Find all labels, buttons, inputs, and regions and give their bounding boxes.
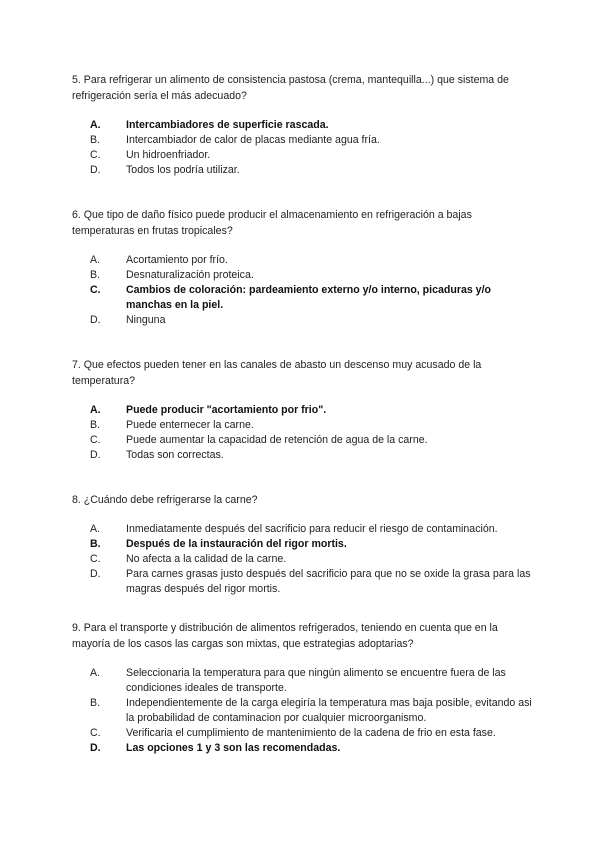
option-letter: C. [90,434,101,446]
option-a [90,666,532,696]
option-a [90,253,532,268]
option-text: Seleccionaria la temperatura para que ningún alimento se encuentre fuera de las condiciones ideales de transporte. [126,667,506,694]
option-letter: D. [90,742,101,754]
option-letter: A. [90,119,101,131]
option-letter: D. [90,568,101,580]
option-letter: B. [90,134,101,146]
option-text: Después de la instauración del rigor mortis. [126,538,347,550]
option-b [90,133,532,148]
option-d [90,313,532,328]
option-list [72,118,532,178]
option-list [72,253,532,328]
option-text: Puede enternecer la carne. [126,419,254,431]
option-d [90,448,532,463]
option-d [90,567,532,597]
option-letter: D. [90,449,101,461]
option-list [72,522,532,597]
option-b [90,696,532,726]
option-letter: C. [90,727,101,739]
question-9 [72,620,532,756]
option-letter: D. [90,314,101,326]
option-text: Puede aumentar la capacidad de retención de agua de la carne. [126,434,428,446]
question-8 [72,492,532,597]
question-6 [72,207,532,328]
option-c [90,726,532,741]
option-c [90,433,532,448]
option-text: Desnaturalización proteica. [126,269,254,281]
option-text: Todas son correctas. [126,449,224,461]
question-text: 8. ¿Cuándo debe refrigerarse la carne? [72,494,258,506]
option-letter: B. [90,419,101,431]
question-5 [72,72,532,178]
option-text: Verificaria el cumplimiento de mantenimiento de la cadena de frio en esta fase. [126,727,496,739]
option-text: Independientemente de la carga elegiría la temperatura mas baja posible, evitando asi la probabilidad de contaminacion por cualquier microorganismo. [126,697,532,724]
option-b [90,418,532,433]
option-text: Ninguna [126,314,166,326]
question-text: 7. Que efectos pueden tener en las canales de abasto un descenso muy acusado de la temperatura? [72,359,482,387]
question-text: 9. Para el transporte y distribución de alimentos refrigerados, teniendo en cuenta que en la mayoría de los casos las cargas son mixtas, que estrategias adoptarias? [72,622,498,650]
option-text: Para carnes grasas justo después del sacrificio para que no se oxide la grasa para las magras después del rigor mortis. [126,568,531,595]
option-b [90,268,532,283]
option-c [90,148,532,163]
option-c [90,283,532,313]
question-7 [72,357,532,463]
option-text: Las opciones 1 y 3 son las recomendadas. [126,742,341,754]
option-d [90,741,532,756]
option-letter: C. [90,149,101,161]
option-a [90,403,532,418]
option-letter: B. [90,538,101,550]
option-letter: C. [90,284,101,296]
option-letter: C. [90,553,101,565]
option-c [90,552,532,567]
option-b [90,537,532,552]
option-letter: A. [90,523,101,535]
option-text: Acortamiento por frío. [126,254,228,266]
question-text: 5. Para refrigerar un alimento de consistencia pastosa (crema, mantequilla...) que sistema de refrigeración sería el más adecuado? [72,74,509,102]
option-a [90,522,532,537]
option-text: Puede producir "acortamiento por frio". [126,404,327,416]
option-a [90,118,532,133]
option-letter: B. [90,697,101,709]
question-text: 6. Que tipo de daño físico puede producir el almacenamiento en refrigeración a bajas temperaturas en frutas tropicales? [72,209,472,237]
option-list [72,403,532,463]
option-letter: B. [90,269,101,281]
option-text: Inmediatamente después del sacrificio para reducir el riesgo de contaminación. [126,523,498,535]
option-text: Intercambiador de calor de placas mediante agua fría. [126,134,380,146]
option-letter: D. [90,164,101,176]
option-list [72,666,532,756]
option-letter: A. [90,404,101,416]
option-text: No afecta a la calidad de la carne. [126,553,287,565]
option-text: Cambios de coloración: pardeamiento externo y/o interno, picaduras y/o manchas en la piel. [126,284,491,311]
option-text: Todos los podría utilizar. [126,164,240,176]
option-letter: A. [90,254,101,266]
option-letter: A. [90,667,101,679]
option-d [90,163,532,178]
option-text: Un hidroenfriador. [126,149,211,161]
option-text: Intercambiadores de superficie rascada. [126,119,329,131]
